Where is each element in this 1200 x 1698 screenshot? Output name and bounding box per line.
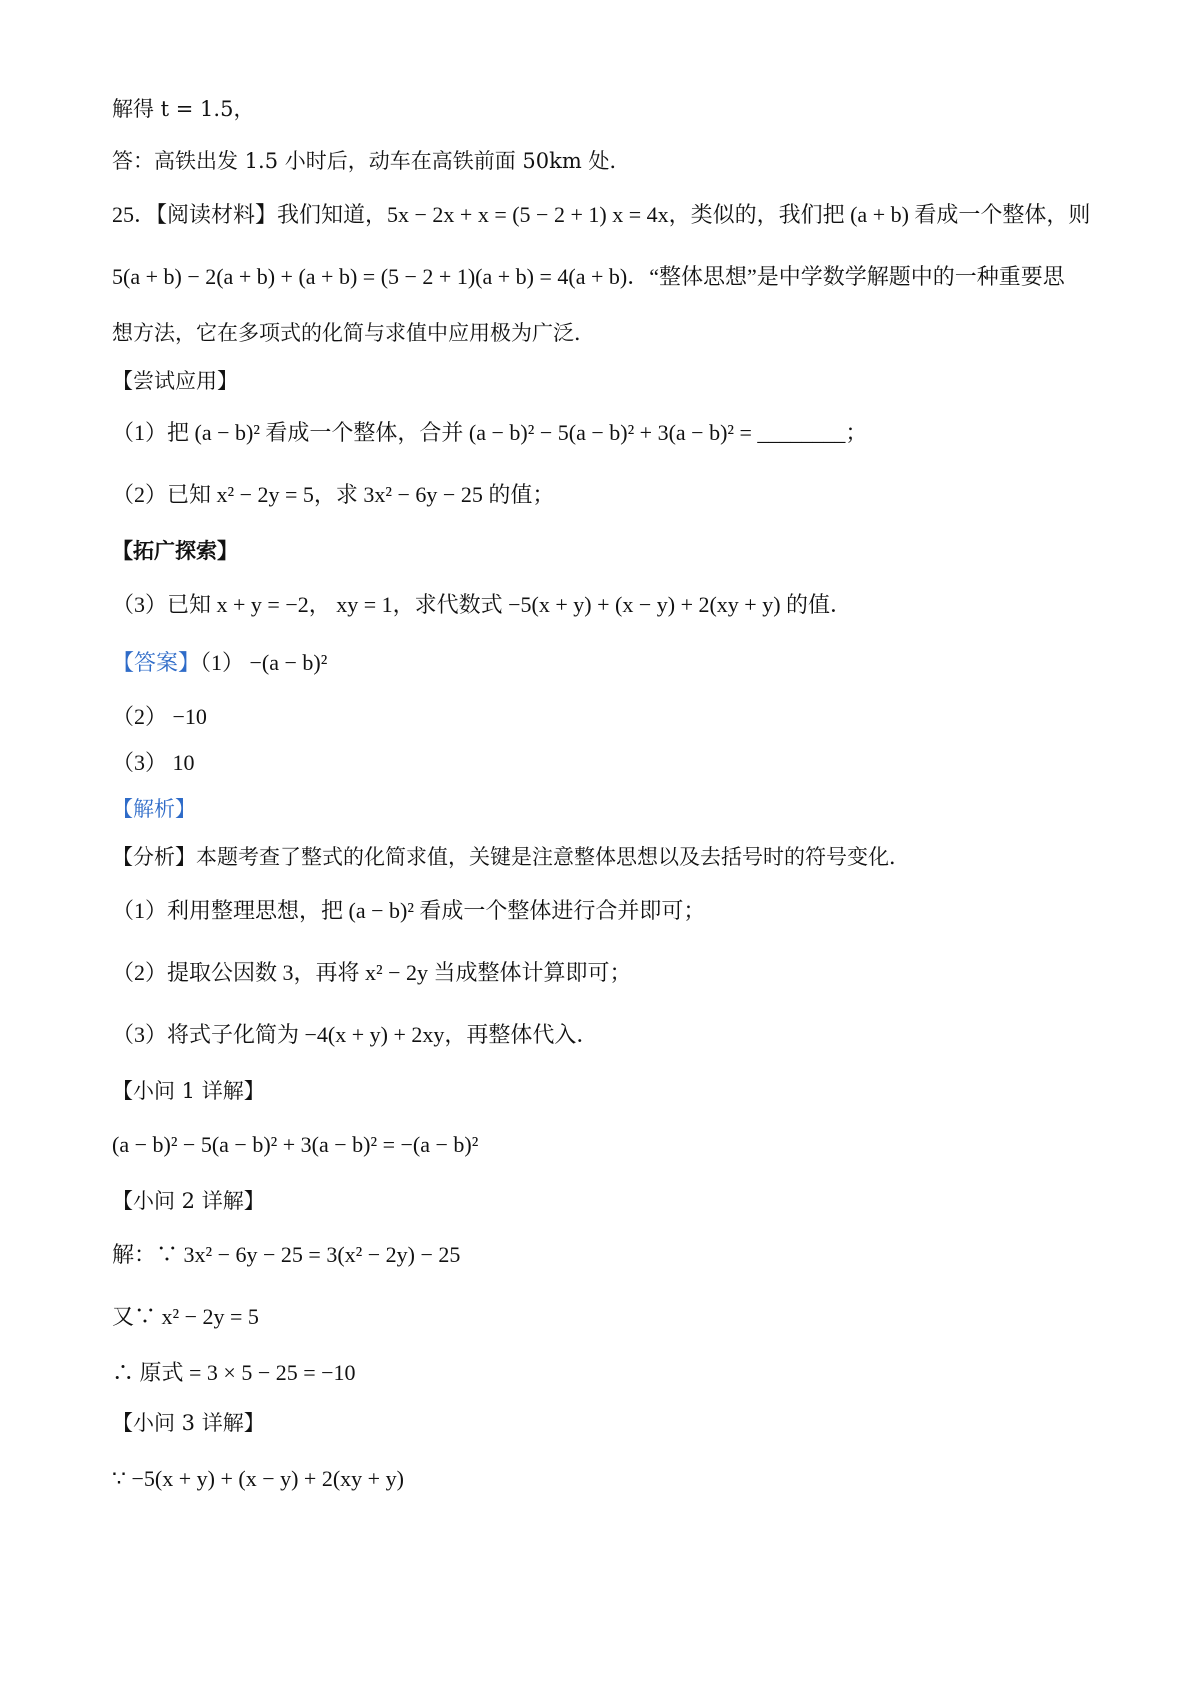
sub-question-2: （2）已知 x² − 2y = 5，求 3x² − 6y − 25 的值； — [112, 482, 555, 507]
detail-2-step-3: ∴ 原式 = 3 × 5 − 25 = −10 — [112, 1360, 356, 1385]
detail-heading-3: 【小问 3 详解】 — [112, 1411, 265, 1435]
analysis-step-2: （2）提取公因数 3，再将 x² − 2y 当成整体计算即可； — [112, 960, 632, 985]
section-heading-explore: 【拓广探索】 — [112, 538, 238, 563]
detail-1-equation: (a − b)² − 5(a − b)² + 3(a − b)² = −(a − b)² — [112, 1132, 479, 1157]
answer-1: （1） −(a − b)² — [200, 650, 328, 675]
detail-heading-2: 【小问 2 详解】 — [112, 1189, 265, 1213]
analysis-label: 【解析】 — [112, 797, 196, 821]
section-heading-try: 【尝试应用】 — [112, 369, 238, 393]
answer-2: （2） −10 — [112, 704, 207, 729]
answer-label: 【答案】 — [112, 650, 201, 675]
answer-3: （3） 10 — [112, 750, 195, 775]
analysis-step-1: （1）利用整理思想，把 (a − b)² 看成一个整体进行合并即可； — [112, 898, 706, 923]
answer-line: 答：高铁出发 1.5 小时后，动车在高铁前面 50km 处． — [112, 149, 631, 173]
question-25-intro: 25．【阅读材料】我们知道，5x − 2x + x = (5 − 2 + 1) x = 4x，类似的，我们把 (a + b) 看成一个整体，则 — [112, 202, 1091, 227]
detail-3-step-1: ∵ −5(x + y) + (x − y) + 2(xy + y) — [112, 1466, 404, 1491]
solution-result-line: 解得 t = 1.5， — [112, 97, 255, 121]
sub-question-3: （3）已知 x + y = −2， xy = 1，求代数式 −5(x + y) + (x − y) + 2(xy + y) 的值． — [112, 592, 853, 617]
analysis-step-3: （3）将式子化简为 −4(x + y) + 2xy，再整体代入． — [112, 1022, 599, 1047]
detail-2-step-1: 解：∵ 3x² − 6y − 25 = 3(x² − 2y) − 25 — [112, 1242, 461, 1267]
answer-block-1 — [112, 648, 327, 678]
detail-2-step-2: 又∵ x² − 2y = 5 — [112, 1304, 259, 1329]
detail-heading-1: 【小问 1 详解】 — [112, 1079, 265, 1103]
analysis-summary: 【分析】本题考查了整式的化简求值，关键是注意整体思想以及去括号时的符号变化． — [112, 845, 910, 869]
question-25-example: 5(a + b) − 2(a + b) + (a + b) = (5 − 2 + 1)(a + b) = 4(a + b)．“整体思想”是中学数学解题中的一种重要思 — [112, 264, 1065, 289]
sub-question-1: （1）把 (a − b)² 看成一个整体，合并 (a − b)² − 5(a − b)² + 3(a − b)² = ________； — [112, 420, 868, 445]
question-25-note: 想方法，它在多项式的化简与求值中应用极为广泛． — [112, 321, 595, 345]
